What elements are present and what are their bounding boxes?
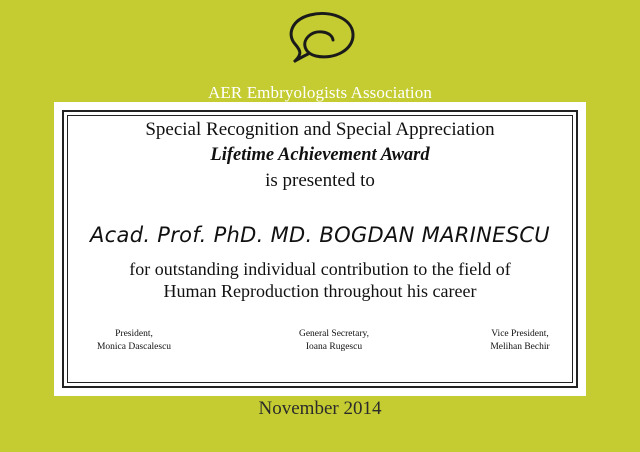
signatory-title: General Secretary, xyxy=(298,329,370,339)
signatory-name: Ioana Rugescu xyxy=(305,342,363,352)
signatory-vice-president xyxy=(470,328,570,354)
signatory-general-secretary xyxy=(280,328,388,354)
signatory-title: Vice President, xyxy=(491,329,549,339)
presented-to-line: is presented to xyxy=(265,170,375,191)
recognition-line: Special Recognition and Special Appreciation xyxy=(145,119,495,140)
award-title: Lifetime Achievement Award xyxy=(210,145,430,165)
signatory-president xyxy=(84,328,184,354)
organization-name: AER Embryologists Association xyxy=(208,83,432,102)
signatory-name: Melihan Bechir xyxy=(490,342,550,352)
citation-line-1: for outstanding individual contribution to the field of xyxy=(129,259,511,279)
citation-line-2: Human Reproduction throughout his career xyxy=(163,281,477,301)
award-date: November 2014 xyxy=(258,398,382,419)
recipient-name: Acad. Prof. PhD. MD. BOGDAN MARINESCU xyxy=(90,223,550,247)
signatory-name: Monica Dascalescu xyxy=(96,342,172,352)
signatory-title: President, xyxy=(115,329,153,339)
speech-bubble-swirl-logo-icon xyxy=(282,10,358,72)
